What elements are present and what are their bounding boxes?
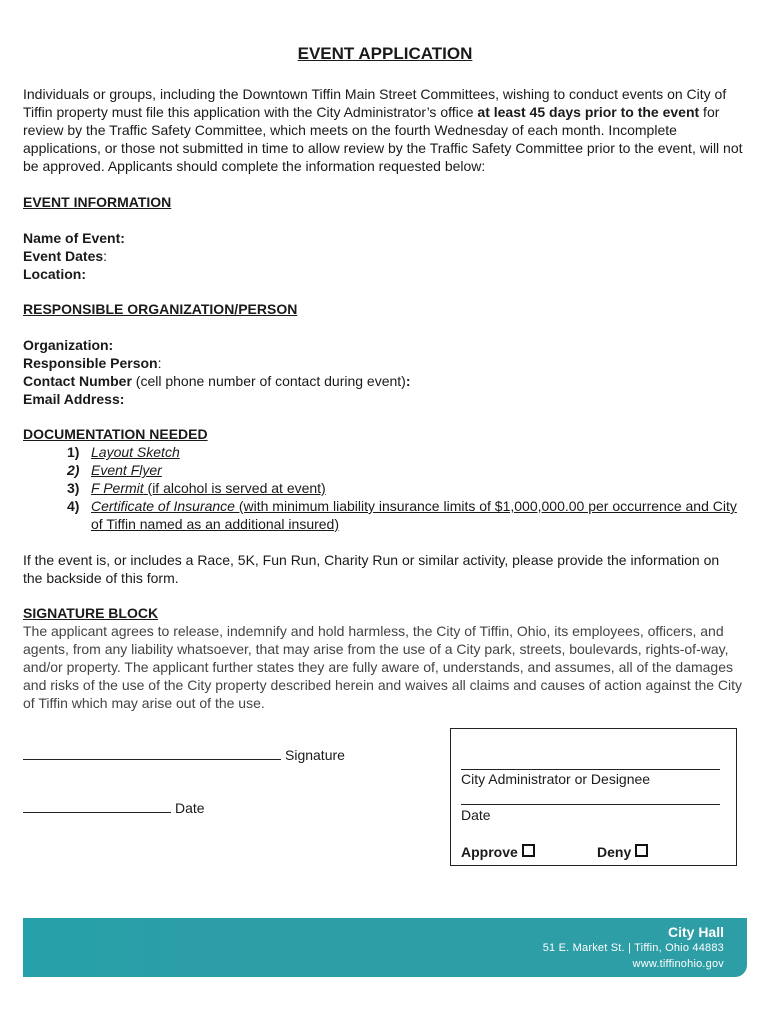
signature-block-text: The applicant agrees to release, indemnify and hold harmless, the City of Tiffin, Ohio, its employees, officers, and agents, from any liability whatsoever, that may arise from the use of a City park, streets, boulevards, rights-of-way, and/or property. The applicant further states they are fully aware of, understands, and assumes, all of the damages and risks of the use of the City property described herein and waives all claims and causes of action against the City of Tiffin which may arise out of the use. bbox=[23, 623, 743, 711]
deny-checkbox[interactable] bbox=[635, 844, 648, 857]
date-label: Date bbox=[175, 800, 205, 816]
location-label: Location: bbox=[23, 266, 86, 282]
deny-option bbox=[597, 844, 648, 860]
documentation-item bbox=[67, 497, 747, 533]
documentation-item-number: 4) bbox=[67, 498, 80, 514]
footer-title: City Hall bbox=[667, 924, 724, 940]
approve-label: Approve bbox=[461, 844, 518, 860]
event-dates-label: Event Dates bbox=[23, 248, 104, 264]
organization-label: Organization: bbox=[23, 337, 114, 353]
footer-address: 51 E. Market St. | Tiffin, Ohio 44883 bbox=[542, 942, 724, 954]
documentation-list bbox=[67, 443, 747, 533]
intro-deadline: at least 45 days prior to the event bbox=[477, 104, 700, 120]
email-address-label: Email Address: bbox=[23, 391, 125, 407]
contact-number-label: Contact Number bbox=[23, 373, 132, 389]
signature-block-heading: SIGNATURE BLOCK bbox=[23, 605, 159, 621]
administrator-date-line[interactable] bbox=[461, 804, 720, 805]
administrator-label: City Administrator or Designee bbox=[461, 771, 651, 787]
applicant-signature-row bbox=[23, 747, 345, 763]
contact-number-note: (cell phone number of contact during event) bbox=[131, 373, 406, 389]
event-information-heading: EVENT INFORMATION bbox=[23, 194, 172, 210]
documentation-item-title: Event Flyer bbox=[91, 462, 162, 478]
footer-banner bbox=[23, 918, 747, 977]
organization-fields bbox=[23, 336, 411, 408]
documentation-item-note: (if alcohol is served at event) bbox=[143, 480, 326, 496]
intro-text-1: Individuals or groups, including the Downtown Tiffin Main Street Committees, wishing to conduct events on City of Tiffin property must file this application with the City Administrator’s office bbox=[23, 86, 727, 120]
approve-checkbox[interactable] bbox=[522, 844, 535, 857]
signature-line[interactable] bbox=[23, 747, 281, 760]
deny-label: Deny bbox=[597, 844, 632, 860]
administrator-date-label: Date bbox=[461, 807, 491, 823]
event-name-label: Name of Event: bbox=[23, 230, 125, 246]
date-line[interactable] bbox=[23, 800, 171, 813]
responsible-person-label: Responsible Person bbox=[23, 355, 158, 371]
event-information-fields bbox=[23, 229, 125, 283]
event-dates-colon: : bbox=[103, 248, 108, 264]
documentation-item-title: Certificate of Insurance bbox=[91, 498, 235, 514]
documentation-item bbox=[67, 461, 747, 479]
race-note: If the event is, or includes a Race, 5K, Fun Run, Charity Run or similar activity, please provide the information on the backside of this form. bbox=[23, 552, 720, 586]
documentation-item-title: F Permit bbox=[91, 480, 144, 496]
contact-number-colon: : bbox=[405, 373, 411, 389]
administrator-approval-box bbox=[450, 728, 737, 866]
footer-website: www.tiffinohio.gov bbox=[632, 958, 724, 970]
footer-contact bbox=[543, 924, 724, 972]
documentation-item-number: 1) bbox=[67, 444, 80, 460]
approve-option bbox=[461, 844, 535, 860]
intro-text-2: for review by the Traffic Safety Committee, which meets on the fourth Wednesday of each month. Incomplete applications, or those not submitted in time to allow review by the Traffic Safety Committee prior to the event, will not be approved. Applicants should complete the information requested below: bbox=[23, 104, 743, 174]
documentation-item bbox=[67, 443, 747, 461]
documentation-item bbox=[67, 479, 747, 497]
responsible-person-colon: : bbox=[157, 355, 162, 371]
documentation-item-note: (with minimum liability insurance limits of $1,000,000.00 per occurrence and City of Tiffin named as an additional insured) bbox=[91, 498, 737, 532]
documentation-item-title: Layout Sketch bbox=[91, 444, 180, 460]
documentation-item-number: 3) bbox=[67, 480, 80, 496]
applicant-date-row bbox=[23, 800, 205, 816]
signature-label: Signature bbox=[285, 747, 345, 763]
intro-paragraph bbox=[23, 85, 751, 175]
responsible-organization-heading: RESPONSIBLE ORGANIZATION/PERSON bbox=[23, 301, 298, 317]
page-title: EVENT APPLICATION bbox=[297, 44, 473, 63]
administrator-signature-line[interactable] bbox=[461, 769, 720, 770]
documentation-heading: DOCUMENTATION NEEDED bbox=[23, 426, 208, 442]
documentation-item-number: 2) bbox=[67, 462, 80, 478]
